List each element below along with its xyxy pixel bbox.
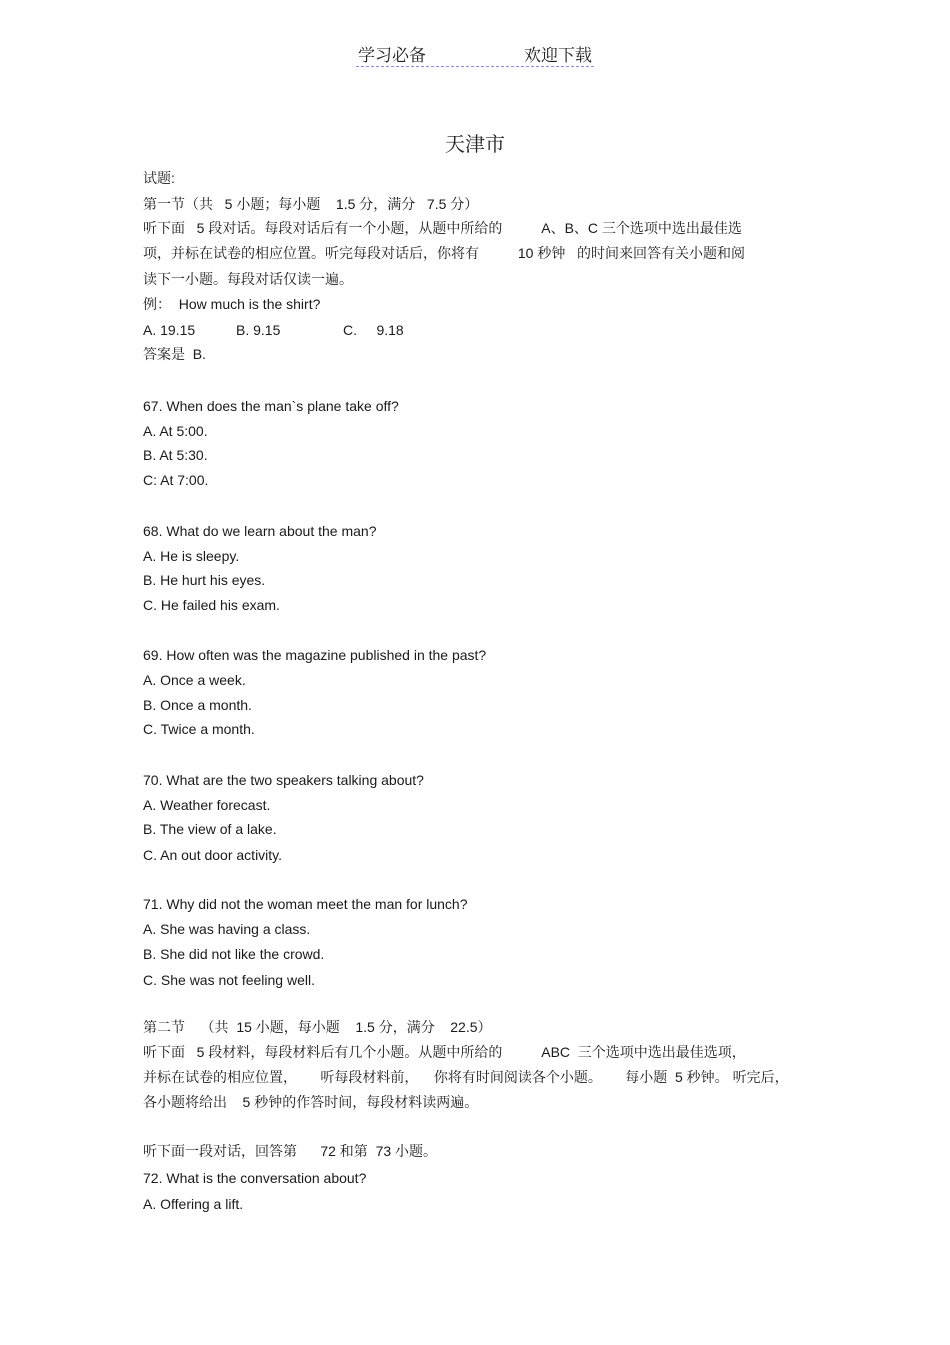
header-right-text: 欢迎下载 [524, 46, 592, 66]
dialog-intro: 听下面一段对话，回答第 72 和第 73 小题。 [143, 1143, 438, 1159]
answer-option: C. Twice a month. [143, 721, 255, 737]
answer-option: A. Offering a lift. [143, 1196, 244, 1212]
question-text: 69. How often was the magazine published in the past? [143, 647, 487, 663]
section2-instruction-line: 并标在试卷的相应位置， 听每段材料前， 你将有时间阅读各个小题。 每小题 5 秒钟。 听完后， [143, 1069, 789, 1085]
question-text: 72. What is the conversation about? [143, 1170, 367, 1186]
section2-instruction-line: 听下面 5 段材料，每段材料后有几个小题。从题中所给的 ABC 三个选项中选出最佳选项， [143, 1044, 746, 1060]
section2-heading: 第二节 （共 15 小题，每小题 1.5 分，满分 22.5） [143, 1019, 492, 1035]
section1-instruction-line: 听下面 5 段对话。每段对话后有一个小题，从题中所给的 A、B、C 三个选项中选出最佳选 [143, 220, 742, 236]
answer-option: B. Once a month. [143, 697, 252, 713]
answer-option: C. She was not feeling well. [143, 972, 315, 988]
question-text: 68. What do we learn about the man? [143, 523, 377, 539]
answer-option: A. She was having a class. [143, 921, 311, 937]
answer-option: B. She did not like the crowd. [143, 946, 325, 962]
answer-option: A. Weather forecast. [143, 797, 271, 813]
question-text: 70. What are the two speakers talking about? [143, 772, 424, 788]
header-left-text: 学习必备 [358, 46, 426, 66]
answer-option: A. Once a week. [143, 672, 246, 688]
answer-option: B. The view of a lake. [143, 821, 277, 837]
question-text: 67. When does the man`s plane take off? [143, 398, 399, 414]
section1-instruction-line: 读下一小题。每段对话仅读一遍。 [143, 271, 353, 287]
answer-option: B. He hurt his eyes. [143, 572, 266, 588]
section2-instruction-line: 各小题将给出 5 秒钟的作答时间，每段材料读两遍。 [143, 1094, 479, 1110]
answer-option: C. He failed his exam. [143, 597, 280, 613]
answer-option: C: At 7:00. [143, 472, 209, 488]
intro-label: 试题: [143, 170, 175, 186]
answer-option: A. He is sleepy. [143, 548, 240, 564]
section1-instruction-line: 项，并标在试卷的相应位置。听完每段对话后，你将有 10 秒钟 的时间来回答有关小题和阅 [143, 245, 746, 261]
example-option: B. 9.15 [236, 322, 281, 338]
document-title: 天津市 [445, 132, 505, 156]
question-text: 71. Why did not the woman meet the man for lunch? [143, 896, 468, 912]
example-option: C. 9.18 [343, 322, 404, 338]
example-answer: 答案是 B. [143, 346, 207, 362]
example-option: A. 19.15 [143, 322, 196, 338]
answer-option: B. At 5:30. [143, 447, 208, 463]
example-question: 例： How much is the shirt? [143, 296, 321, 312]
section1-heading: 第一节（共 5 小题；每小题 1.5 分，满分 7.5 分） [143, 196, 479, 212]
page-header [356, 40, 594, 67]
answer-option: C. An out door activity. [143, 847, 283, 863]
answer-option: A. At 5:00. [143, 423, 208, 439]
